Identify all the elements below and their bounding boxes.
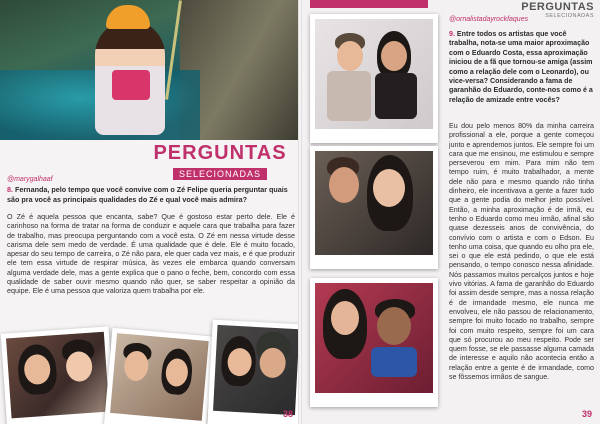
pink-accent-bar — [310, 0, 428, 8]
answer-text: O Zé é aquela pessoa que encanta, sabe? Que é gostoso estar perto dele. Ele é carinhoso na forma de tratar na forma de conduzir e aquele cara que trabalha para fazer de trabalho, mas preocupa perguntando com a você esta. O Zé em nessa virtude desse carisma dele sem medo de verdade. É uma qualidade que é dele. Ele é muito focado, apesar do seu tempo de carreira, o Zé não para, ele quer cada vez mais, e é que produzir ele tem essa virtude de respirar música, às vezes ele embarca quando conversam alguma verdade dele, mas a gente explica que o pano o feche, bem, concordo com essa qualidade de saber ouvir mesmo quando não quer, se saber respeitar a opinião da equipe. Ele é uma pessoa que valoriza quem trabalha por ele. — [7, 212, 295, 296]
hero-photo — [0, 0, 300, 140]
section-title — [140, 142, 300, 182]
header-title: PERGUNTAS — [521, 1, 594, 13]
hero-harness — [112, 70, 150, 100]
polaroid-photo-6 — [310, 278, 438, 407]
question-number: 8. — [7, 185, 13, 194]
page-subtitle: SELECIONADAS — [173, 168, 267, 180]
photo-6-image — [315, 283, 433, 393]
photo-3-image — [213, 325, 299, 415]
hero-helmet — [106, 5, 150, 29]
answer-text-right: Eu dou pelo menos 80% da minha carreira profissional a ele, porque a gente começou junto e aprendemos juntos. Ele sempre foi um cara que me ensinou, me estimulou e sempre perseverou em mim. Para mim não tem tempo ruim, é muito trabalhador, a mente dele não para e mesmo quando não tinha dinheiro, ele incentivava a gente a fazer tudo que a gente podia do melhor jeito possível. Então, a minha aproximação é de irmã, eu tenho o Eduardo como meu irmão, afinal são quase dezesseis anos de convivência, do convívio com o artista e com o Edson. Eu tenho uma coisa, que quando eu olho pra ele, sei o que ele está pedindo, o que ele está pensando, o tempo conosco nessa afinidade. Nós passamos muitos percalços juntos e hoje vivo vitórias. A fama de garanhão do Eduardo foi assim desde sempre, mas a nossa relação é de irmandade mesmo, ele nunca me envolveu, ele não passou de relacionamento, sempre foi muito focado no trabalho, sempre foi com muito respeito, sempre foi um cara que só procurou ao meu respeito. Pode ser quem fosse, se ele passasse alguma camada de interesse e aquilo não acontecia então a relação entre a gente é de irmandade, como se fôssemos irmãos de sangue. — [449, 122, 594, 382]
question-text: Fernanda, pelo tempo que você convive com o Zé Felipe queria perguntar quais são pra você as principais qualidades do Zé e qual você mais admira? — [7, 185, 288, 204]
question-text-right: Entre todos os artistas que você trabalha, nota-se uma maior aproximação com o Eduardo Costa, essa aproximação iniciou de a fã que tornou-se amiga (assim como a relação dele com o Leonardo), ou vice-versa? Considerando a fama de garanhão do Eduardo, conte-nos como é a relação de amizade entre vocês? — [449, 30, 593, 104]
polaroid-photo-2 — [104, 328, 214, 424]
photo-5-image — [315, 151, 433, 255]
polaroid-photo-1 — [1, 326, 116, 424]
photo-1-image — [6, 332, 109, 419]
header-subtitle: SELECIONADAS — [545, 13, 594, 19]
page-number-right: 39 — [581, 409, 592, 419]
page-number-left: 38 — [283, 409, 294, 419]
question-number-right: 9. — [449, 30, 455, 38]
running-header — [521, 2, 594, 19]
polaroid-photo-4 — [310, 14, 438, 143]
question — [7, 185, 295, 204]
right-page — [300, 0, 600, 424]
reader-handle: @marygalhaaf — [7, 176, 53, 183]
reader-handle-right: @ornalistadayrockfaques — [449, 16, 529, 23]
question-right — [449, 30, 594, 105]
polaroid-photo-5 — [310, 146, 438, 269]
photo-4-image — [315, 19, 433, 129]
page-title: PERGUNTAS — [153, 142, 287, 164]
photo-2-image — [110, 333, 209, 421]
page-gutter — [298, 0, 302, 424]
